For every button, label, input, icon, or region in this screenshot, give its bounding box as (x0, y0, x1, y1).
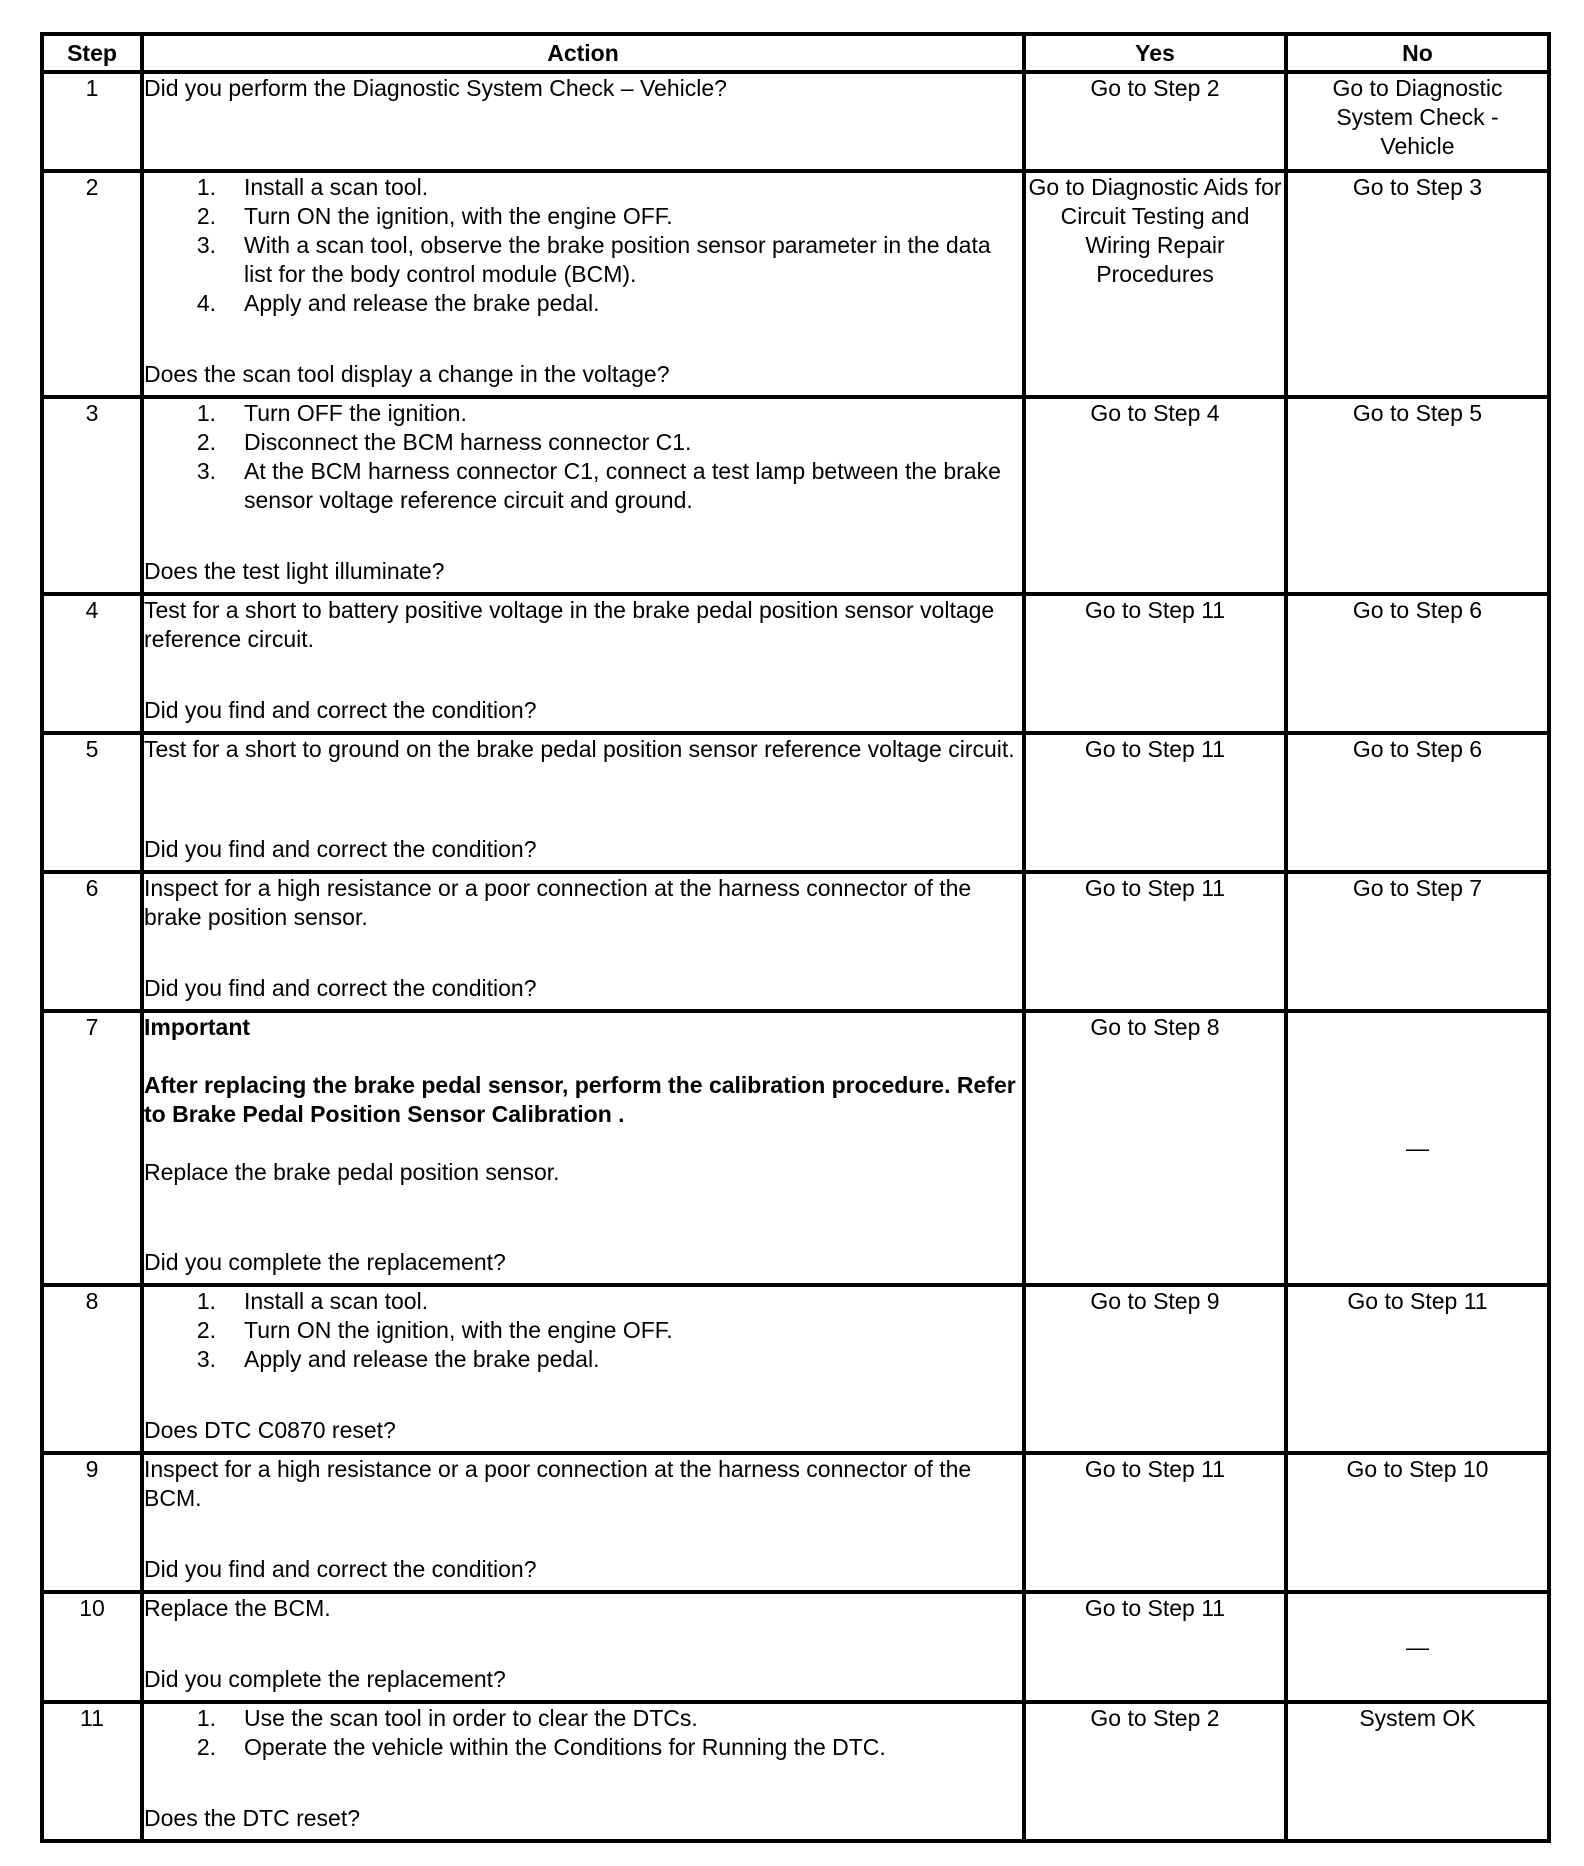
table-row (42, 1285, 1549, 1453)
action-question: Does the DTC reset? (144, 1805, 361, 1831)
no-cell: Go to Step 10 (1286, 1453, 1549, 1592)
header-step: Step (42, 34, 142, 72)
table-row (42, 1702, 1549, 1841)
table-row (42, 1453, 1549, 1592)
step-number: 4 (42, 594, 142, 733)
yes-cell: Go to Step 11 (1024, 1453, 1286, 1592)
no-cell: — (1286, 1011, 1549, 1285)
important-text: After replacing the brake pedal sensor, perform the calibration procedure. Refer to Brake Pedal Position Sensor Calibration . (144, 1072, 1016, 1127)
table-row (42, 397, 1549, 594)
action-cell (142, 872, 1024, 1011)
action-cell (142, 1702, 1024, 1841)
yes-cell: Go to Step 2 (1024, 1702, 1286, 1841)
no-cell: Go to Diagnostic System Check - Vehicle (1286, 72, 1549, 171)
header-yes: Yes (1024, 34, 1286, 72)
action-list (144, 1704, 1022, 1762)
yes-cell: Go to Diagnostic Aids for Circuit Testing and Wiring Repair Procedures (1024, 171, 1286, 397)
action-question: Does DTC C0870 reset? (144, 1417, 396, 1443)
yes-cell: Go to Step 11 (1024, 872, 1286, 1011)
step-number: 6 (42, 872, 142, 1011)
action-cell (142, 397, 1024, 594)
table-row (42, 171, 1549, 397)
action-list (144, 399, 1022, 515)
list-item: 1. Turn OFF the ignition. (196, 400, 467, 426)
action-text: Test for a short to battery positive voltage in the brake pedal position sensor voltage reference circuit. (144, 597, 995, 652)
yes-cell: Go to Step 9 (1024, 1285, 1286, 1453)
action-cell (142, 1285, 1024, 1453)
list-item: 3. Apply and release the brake pedal. (196, 1346, 600, 1372)
table-row (42, 872, 1549, 1011)
step-number: 10 (42, 1592, 142, 1702)
step-number: 7 (42, 1011, 142, 1285)
action-list (144, 173, 1022, 318)
yes-cell: Go to Step 11 (1024, 1592, 1286, 1702)
action-question: Did you find and correct the condition? (144, 1556, 537, 1582)
table-row (42, 1011, 1549, 1285)
action-cell (142, 171, 1024, 397)
action-cell (142, 1453, 1024, 1592)
yes-cell: Go to Step 2 (1024, 72, 1286, 171)
action-cell (142, 733, 1024, 872)
no-cell: — (1286, 1592, 1549, 1702)
list-item: 3. With a scan tool, observe the brake position sensor parameter in the data list for the body control module (BCM). (196, 232, 991, 287)
no-cell: Go to Step 11 (1286, 1285, 1549, 1453)
list-item: 2. Turn ON the ignition, with the engine OFF. (196, 1317, 673, 1343)
list-item: 1. Use the scan tool in order to clear the DTCs. (196, 1705, 698, 1731)
step-number: 11 (42, 1702, 142, 1841)
step-number: 1 (42, 72, 142, 171)
list-item: 4. Apply and release the brake pedal. (196, 290, 600, 316)
no-cell: Go to Step 5 (1286, 397, 1549, 594)
action-question: Did you find and correct the condition? (144, 697, 537, 723)
header-row (42, 34, 1549, 72)
important-title: Important (144, 1014, 251, 1040)
action-text: Inspect for a high resistance or a poor connection at the harness connector of the brake position sensor. (144, 875, 972, 930)
action-question: Does the test light illuminate? (144, 558, 445, 584)
step-number: 3 (42, 397, 142, 594)
yes-cell: Go to Step 11 (1024, 594, 1286, 733)
action-cell (142, 1011, 1024, 1285)
action-text: Inspect for a high resistance or a poor connection at the harness connector of the BCM. (144, 1456, 972, 1511)
yes-cell: Go to Step 11 (1024, 733, 1286, 872)
important-block (144, 1013, 1022, 1187)
list-item: 1. Install a scan tool. (196, 1288, 429, 1314)
action-question: Did you complete the replacement? (144, 1249, 506, 1275)
no-cell: Go to Step 3 (1286, 171, 1549, 397)
table-row (42, 72, 1549, 171)
action-text: Replace the brake pedal position sensor. (144, 1159, 560, 1185)
list-item: 2. Turn ON the ignition, with the engine OFF. (196, 203, 673, 229)
list-item: 1. Install a scan tool. (196, 174, 429, 200)
yes-cell: Go to Step 8 (1024, 1011, 1286, 1285)
action-text: Replace the BCM. (144, 1595, 331, 1621)
list-item: 2. Operate the vehicle within the Conditions for Running the DTC. (196, 1734, 886, 1760)
action-text: Did you perform the Diagnostic System Check – Vehicle? (144, 75, 727, 101)
header-action: Action (142, 34, 1024, 72)
action-question: Did you complete the replacement? (144, 1666, 506, 1692)
yes-cell: Go to Step 4 (1024, 397, 1286, 594)
table-row (42, 594, 1549, 733)
action-list (144, 1287, 1022, 1374)
step-number: 5 (42, 733, 142, 872)
table-row (42, 1592, 1549, 1702)
step-number: 9 (42, 1453, 142, 1592)
action-text: Test for a short to ground on the brake pedal position sensor reference voltage circuit. (144, 736, 1015, 762)
diagnostic-table (40, 32, 1551, 1843)
no-cell: Go to Step 6 (1286, 594, 1549, 733)
step-number: 2 (42, 171, 142, 397)
action-cell (142, 72, 1024, 171)
no-cell: System OK (1286, 1702, 1549, 1841)
header-no: No (1286, 34, 1549, 72)
action-question: Did you find and correct the condition? (144, 836, 537, 862)
list-item: 3. At the BCM harness connector C1, connect a test lamp between the brake sensor voltage reference circuit and ground. (196, 458, 1001, 513)
action-cell (142, 594, 1024, 733)
action-question: Did you find and correct the condition? (144, 975, 537, 1001)
step-number: 8 (42, 1285, 142, 1453)
table-row (42, 733, 1549, 872)
action-cell (142, 1592, 1024, 1702)
list-item: 2. Disconnect the BCM harness connector C1. (196, 429, 692, 455)
action-question: Does the scan tool display a change in the voltage? (144, 361, 670, 387)
no-cell: Go to Step 7 (1286, 872, 1549, 1011)
no-cell: Go to Step 6 (1286, 733, 1549, 872)
